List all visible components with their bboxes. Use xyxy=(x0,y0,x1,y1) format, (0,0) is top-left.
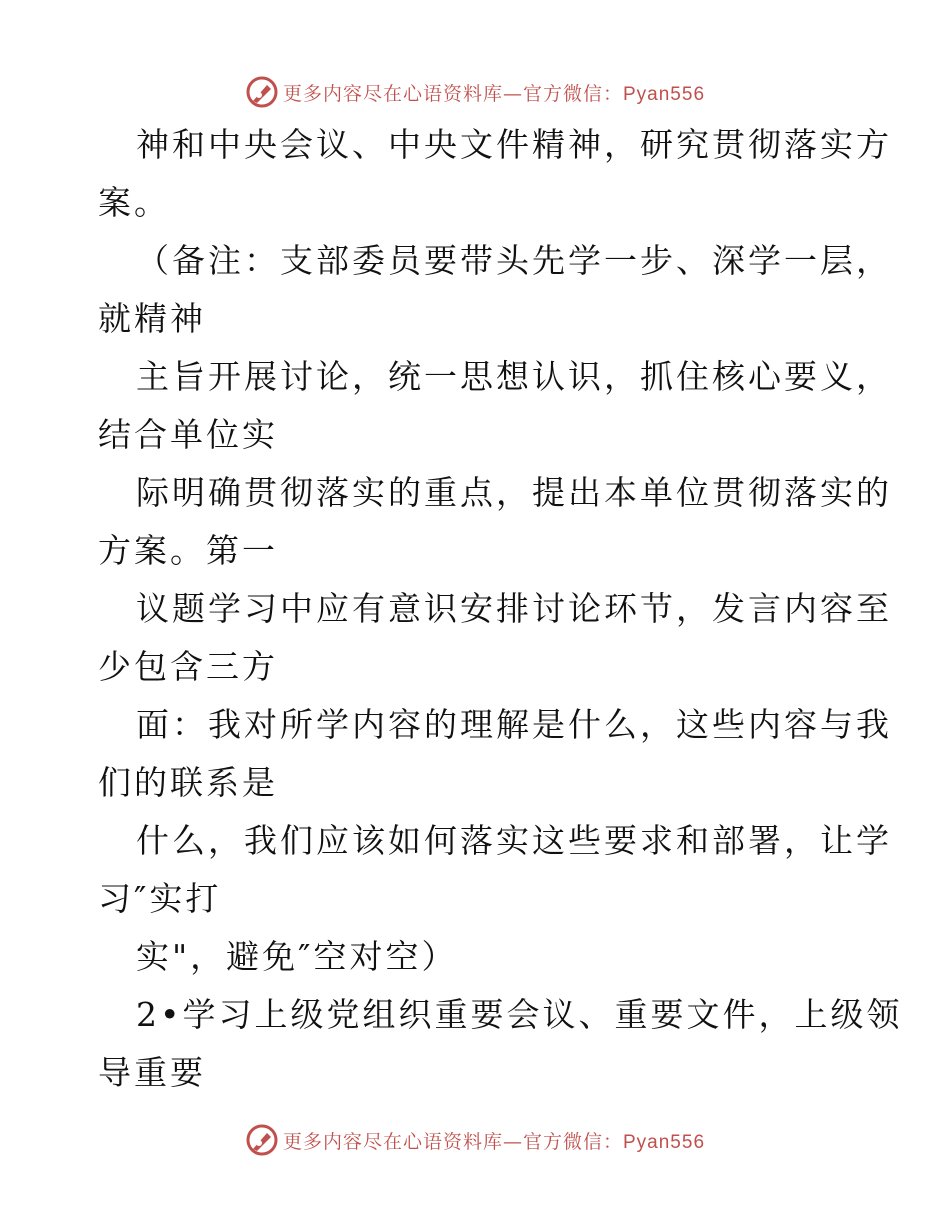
text-line: 就精神 xyxy=(98,299,206,338)
text-line: （备注：支部委员要带头先学一步、深学一层， xyxy=(136,241,892,280)
pen-logo-icon xyxy=(245,75,279,109)
text-line: 2•学习上级党组织重要会议、重要文件，上级领 xyxy=(136,995,903,1034)
text-line: 结合单位实 xyxy=(98,415,278,454)
watermark-text: 更多内容尽在心语资料库—官方微信：Pyan556 xyxy=(282,1130,706,1153)
text-line: 导重要 xyxy=(98,1053,206,1092)
text-line: 少包含三方 xyxy=(98,647,278,686)
pen-logo-icon xyxy=(245,1123,279,1157)
text-line: 什么，我们应该如何落实这些要求和部署，让学 xyxy=(136,821,892,860)
text-line: 方案。第一 xyxy=(98,531,278,570)
text-line: 主旨开展讨论，统一思想认识，抓住核心要义， xyxy=(136,357,892,396)
text-line: 实"，避免″空对空） xyxy=(136,937,458,976)
text-line: 案。 xyxy=(98,183,170,222)
footer-watermark xyxy=(0,1120,950,1160)
text-line: 神和中央会议、中央文件精神，研究贯彻落实方 xyxy=(136,125,892,164)
watermark-text: 更多内容尽在心语资料库—官方微信：Pyan556 xyxy=(282,82,706,105)
text-line: 们的联系是 xyxy=(98,763,278,802)
text-line: 习″实打 xyxy=(98,879,222,918)
header-watermark xyxy=(0,72,950,112)
text-line: 议题学习中应有意识安排讨论环节，发言内容至 xyxy=(136,589,892,628)
text-line: 际明确贯彻落实的重点，提出本单位贯彻落实的 xyxy=(136,473,892,512)
text-line: 面：我对所学内容的理解是什么，这些内容与我 xyxy=(136,705,892,744)
document-body xyxy=(98,116,903,1102)
